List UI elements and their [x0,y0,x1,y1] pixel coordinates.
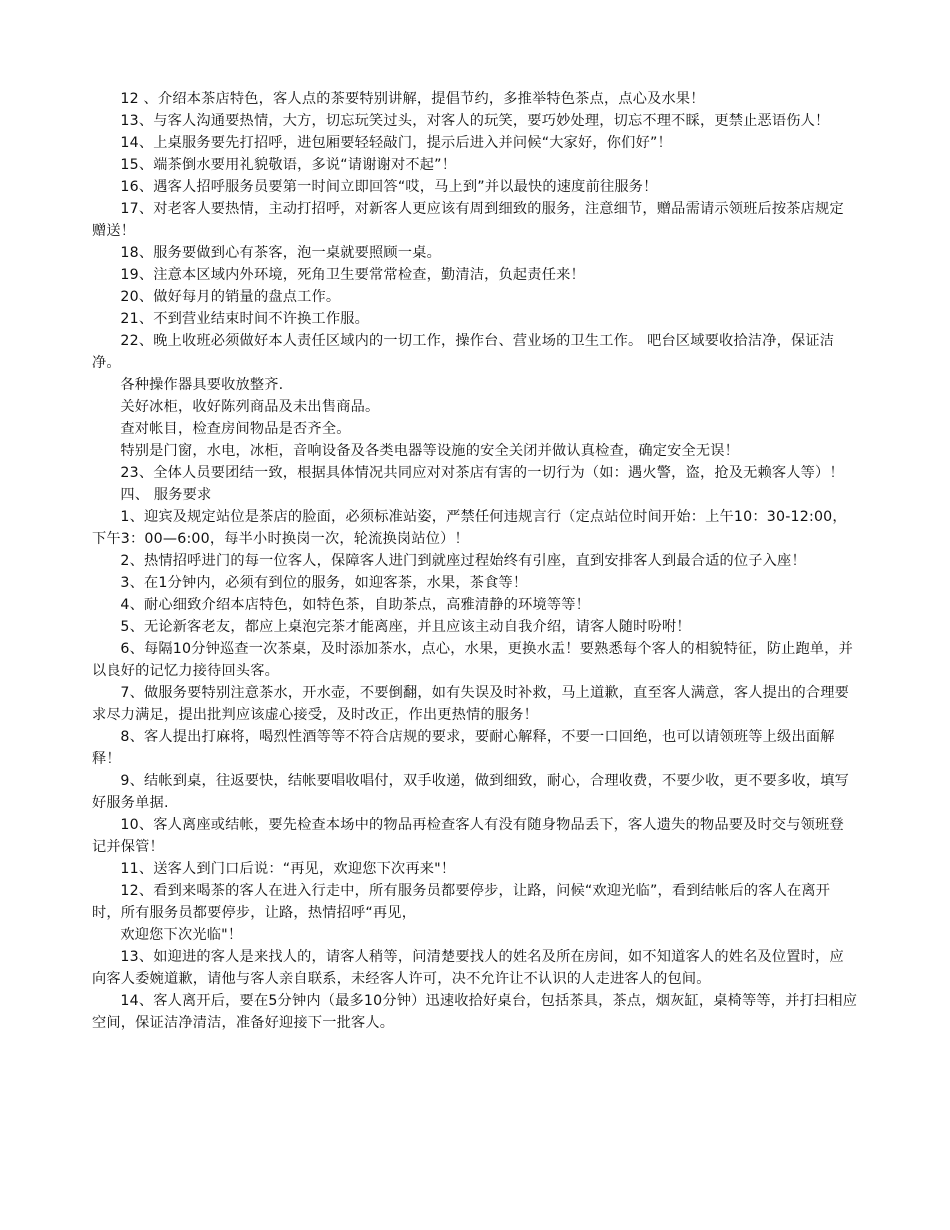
service-item-11: 11、送客人到门口后说：“再见，欢迎您下次再来"！ [120,861,456,877]
section-heading: 四、 服务要求 [120,487,212,503]
service-item-14: 14、客人离开后，要在5分钟内（最多10分钟）迅速收拾好桌台，包括茶具，茶点，烟灰缸，桌椅等等，并打扫相应空间，保证洁净清洁，准备好迎接下一批客人。 [92,993,858,1031]
service-item-13: 13、如迎进的客人是来找人的，请客人稍等，问清楚要找人的姓名及所在房间，如不知道客人的姓名及位置时，应向客人委婉道歉，请他与客人亲自联系，未经客人许可，决不允许让不认识的人走进客人的包间。 [92,949,844,987]
service-item-2: 2、热情招呼进门的每一位客人，保障客人进门到就座过程始终有引座，直到安排客人到最合适的位子入座！ [120,553,806,569]
service-item-1: 1、迎宾及规定站位是茶店的脸面，必须标准站姿，严禁任何违规言行（定点站位时间开始：上午10：30-12:00，下午3：00—6:00，每半小时换岗一次，轮流换岗站位）！ [92,509,847,547]
document-body [92,88,858,1034]
service-item-9: 9、结帐到桌，往返要快，结帐要唱收唱付，双手收递，做到细致，耐心，合理收费，不要少收，更不要多收，填写好服务单据. [92,773,849,811]
service-item-3: 3、在1分钟内，必须有到位的服务，如迎客茶，水果，茶食等！ [120,575,528,591]
rule-12-paragraph: 12 、介绍本茶店特色，客人点的茶要特别讲解，提倡节约，多推举特色茶点，点心及水果！ [120,91,705,107]
rule-22-subitem: 关好冰柜，收好陈列商品及未出售商品。 [120,399,380,415]
rule-23-paragraph: 23、全体人员要团结一致，根据具体情况共同应对对茶店有害的一切行为（如：遇火警，盗，抢及无赖客人等）！ [120,465,844,481]
rule-21-paragraph: 21、不到营业结束时间不许换工作服。 [120,311,370,327]
rule-18-paragraph: 18、服务要做到心有茶客，泡一桌就要照顾一桌。 [120,245,441,261]
rule-14-paragraph: 14、上桌服务要先打招呼，进包厢要轻轻敲门，提示后进入并问候“大家好，你们好”！ [120,135,672,151]
service-item-12-continuation: 欢迎您下次光临"！ [120,927,243,943]
service-item-4: 4、耐心细致介绍本店特色，如特色茶，自助茶点，高雅清静的环境等等！ [120,597,591,613]
rule-22-subitem: 各种操作器具要收放整齐. [120,377,284,393]
rule-17-paragraph: 17、对老客人要热情，主动打招呼，对新客人更应该有周到细致的服务，注意细节，赠品需请示领班后按茶店规定赠送！ [92,201,844,239]
rule-15-paragraph: 15、端茶倒水要用礼貌敬语，多说“请谢谢对不起”！ [120,157,457,173]
rule-19-paragraph: 19、注意本区域内外环境，死角卫生要常常检查，勤清洁，负起责任来！ [120,267,585,283]
rule-22-subitem: 特别是门窗，水电，冰柜，音响设备及各类电器等设施的安全关闭并做认真检查，确定安全无误！ [120,443,740,459]
rule-22-subitem: 查对帐目，检查房间物品是否齐全。 [120,421,351,437]
service-item-7: 7、做服务要特别注意茶水，开水壶，不要倒翻，如有失误及时补救，马上道歉，直至客人满意，客人提出的合理要求尽力满足，提出批判应该虚心接受，及时改正，作出更热情的服务！ [92,685,849,723]
rule-16-paragraph: 16、遇客人招呼服务员要第一时间立即回答“哎，马上到”并以最快的速度前往服务！ [120,179,658,195]
service-item-8: 8、客人提出打麻将，喝烈性酒等等不符合店规的要求，要耐心解释，不要一口回绝，也可以请领班等上级出面解释！ [92,729,835,767]
service-item-12: 12、看到来喝茶的客人在进入行走中，所有服务员都要停步，让路，问候“欢迎光临”，看到结帐后的客人在离开时，所有服务员都要停步，让路，热情招呼“再见， [92,883,831,921]
rule-22-paragraph: 22、晚上收班必须做好本人责任区域内的一切工作，操作台、营业场的卫生工作。 吧台区域要收拾洁净，保证洁净。 [92,333,835,371]
rule-13-paragraph: 13、与客人沟通要热情，大方，切忘玩笑过头，对客人的玩笑，要巧妙处理，切忘不理不睬，更禁止恶语伤人！ [120,113,830,129]
service-item-5: 5、无论新客老友，都应上桌泡完茶才能离座，并且应该主动自我介绍，请客人随时吩咐！ [120,619,691,635]
service-item-10: 10、客人离座或结帐，要先检查本场中的物品再检查客人有没有随身物品丢下，客人遗失的物品要及时交与领班登记并保管！ [92,817,844,855]
rule-20-paragraph: 20、做好每月的销量的盘点工作。 [120,289,341,305]
service-item-6: 6、每隔10分钟巡查一次茶桌，及时添加茶水，点心，水果，更换水盂！要熟悉每个客人的相貌特征，防止跑单，并以良好的记忆力接待回头客。 [92,641,854,679]
